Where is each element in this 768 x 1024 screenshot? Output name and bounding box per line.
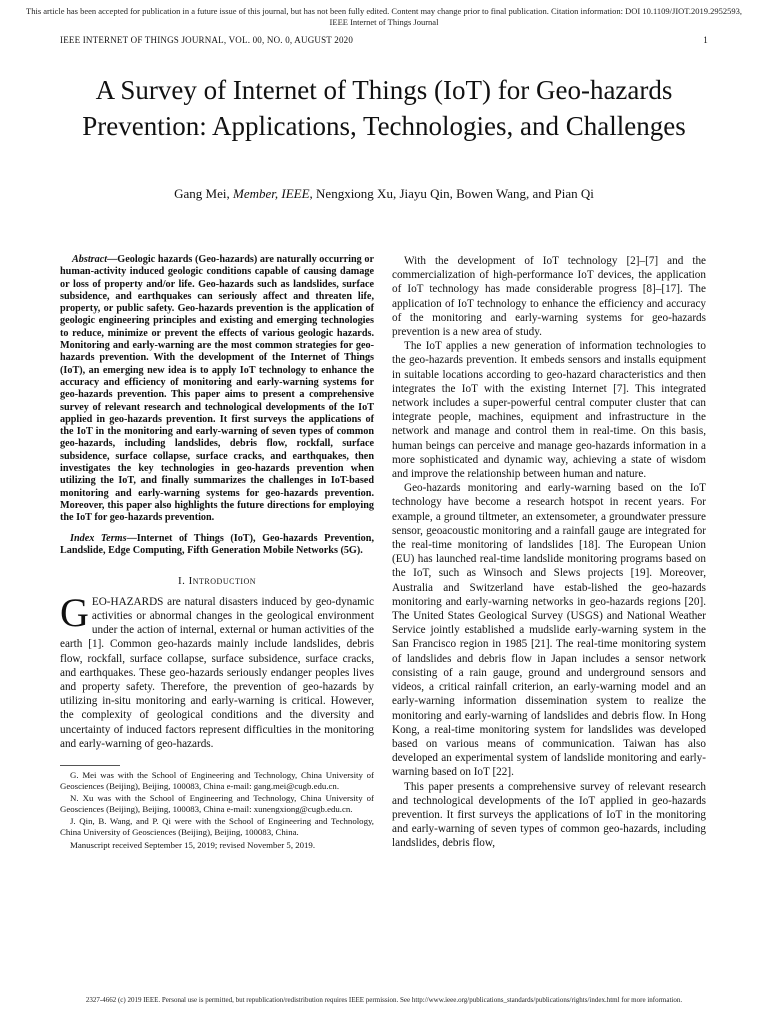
drop-cap: G bbox=[60, 589, 89, 635]
section-title: Introduction bbox=[188, 575, 257, 588]
abstract-text: —Geologic hazards (Geo-hazards) are naturally occurring or human-activity induced geologic conditions capable of causing damage or loss of property and/or life. Geo-hazards such as landslides, surface subsidence, and earthquakes can seriously affect and threaten life, property, or public safety. Geo-hazards prevention is the application of geologic engineering principles and existing and emerging technologies to reduce, minimize or prevent the effects of various geologic hazards. Monitoring and early-warning are the most common strategies for geo-hazards prevention. With the development of the Internet of Things (IoT), an emerging new idea is to apply IoT technology to enhance the accuracy and efficiency of monitoring and early-warning systems for geo-hazards prevention. This paper aims to present a comprehensive survey of relevant research and technological developments of the IoT applied in geo-hazards prevention. It first surveys the applications of the IoT in the monitoring and early-warning of seven types of common geo-hazards, including landslides, debris flow, rockfall, surface subsidence, surface collapse, surface cracks, and earthquakes, then investigates the key technologies in geo-hazards prevention when utilizing the IoT, and finally summarizes the challenges in IoT-based monitoring and early-warning systems for geo-hazards prevention. Moreover, this paper also highlights the future directions for employing the IoT for geo-hazards prevention. bbox=[60, 254, 374, 524]
footnote-rule bbox=[60, 765, 120, 766]
body-paragraph: The IoT applies a new generation of information technologies to the geo-hazards prevention. It embeds sensors and installs equipment in suitable locations according to geo-hazard characteristics and then integrates the IoT with the existing Internet [7]. This integrated network includes a super-powerful central computer cluster that can integrate people, machines, equipment and infrastructure in the network and manage and control them in real-time. On this basis, human beings can perceive and manage geo-hazards information in a more sophisticated and dynamic way, achieving a state of wisdom and improve the relationship between human and nature. bbox=[392, 340, 706, 481]
copyright-footer: 2327-4662 (c) 2019 IEEE. Personal use is permitted, but republication/redistribution requires IEEE permission. See http://www.ieee.org/publications_standards/publications/rights/index.html for more information. bbox=[85, 996, 683, 1004]
author-list bbox=[40, 186, 728, 202]
intro-text: are natural disasters induced by geo-dynamic activities or abnormal changes in the geological environment under the action of internal, external or human activities of the earth [1]. Common geo-hazards mainly include landslides, debris flow, rockfall, surface collapse, surface subsidence, surface cracks, and earthquakes. These geo-hazards seriously endanger peoples lives and property safety. Therefore, the prevention of geo-hazards by utilizing in-situ monitoring and early-warning is critical. However, the complexity of geological conditions and the diversity and uncertainty of induced factors represent difficulties in the monitoring and early-warning of geo-hazards. bbox=[60, 595, 374, 750]
paper-title: A Survey of Internet of Things (IoT) for Geo-hazards Prevention: Applications, Technologies, and Challenges bbox=[82, 75, 686, 141]
section-numeral: I. bbox=[177, 575, 186, 588]
index-terms bbox=[60, 533, 374, 558]
intro-paragraph bbox=[60, 589, 374, 751]
abstract bbox=[60, 254, 374, 525]
running-head bbox=[60, 35, 708, 45]
footnote: G. Mei was with the School of Engineering and Technology, China University of Geosciences (Beijing), Beijing, 100083, China e-mail: gang.mei@cugb.edu.cn. bbox=[60, 769, 374, 791]
body-paragraph: This paper presents a comprehensive survey of relevant research and technological developments of the IoT applied in geo-hazards prevention. It first surveys the applications of IoT in the monitoring and early-warning of seven types of common geo-hazards, including landslides, debris flow, bbox=[392, 780, 706, 850]
right-column bbox=[392, 254, 706, 851]
body-paragraph: Geo-hazards monitoring and early-warning based on the IoT technology have become a research hotspot in recent years. For example, a ground tiltmeter, an extensometer, a groundwater pressure sensor, geoacoustic monitoring and a rainfall gauge are integrated for the real-time monitoring of landslides [18]. The European Union (EU) has launched real-time landslide monitoring programs based on the IoT, such as Winsoch and Slews projects [19]. Moreover, Australia and Switzerland have estab-lished the geo-hazards monitoring and early-warning networks in geo-hazards regions [20]. The United States Geological Survey (USGS) and National Weather Service jointly established a mudslide early-warning system in the San Francisco region in 1985 [21]. The real-time monitoring system of landslides and debris flow in Japan includes a sensor network consisting of a rain gauge, ground and underground sensors and videos, a critical rainfall criterion, an early-warning model and an early-warning information dissemination system to realize the monitoring and early-warning of landslides and debris flow. In Hong Kong, a real-time monitoring system for landslides was developed based on various means of communication. Taiwan has also developed an experimental system of landslide monitoring and early-warning based on IoT [22]. bbox=[392, 482, 706, 779]
left-column bbox=[60, 254, 374, 852]
footnote: J. Qin, B. Wang, and P. Qi were with the School of Engineering and Technology, China University of Geosciences (Beijing), Beijing, 100083, China. bbox=[60, 816, 374, 837]
intro-caps: EO-HAZARDS bbox=[91, 595, 164, 608]
index-terms-text: —Internet of Things (IoT), Geo-hazards Prevention, Landslide, Edge Computing, Fifth Generation Mobile Networks (5G). bbox=[60, 532, 374, 556]
author-membership: Member, IEEE, bbox=[233, 186, 313, 201]
journal-header: IEEE INTERNET OF THINGS JOURNAL, VOL. 00, NO. 0, AUGUST 2020 bbox=[60, 35, 354, 45]
footnote: N. Xu was with the School of Engineering and Technology, China University of Geosciences (Beijing), Beijing, 100083, China e-mail: xunengxiong@cugb.edu.cn. bbox=[60, 793, 374, 814]
accepted-notice: This article has been accepted for publication in a future issue of this journal, but has not been fully edited. Content may change prior to final publication. Citation information: DOI 10.1109/JIOT.2019.2952593, IEEE Internet of Things Journal bbox=[26, 6, 742, 27]
body-paragraph: With the development of IoT technology [2]–[7] and the commercialization of high-performance IoT devices, the application of IoT technology has made considerable progress [8]–[17]. The application of IoT technology to enhance the efficiency and accuracy of the monitoring and early-warning systems for geo-hazards prevention is a new area of study. bbox=[392, 255, 706, 339]
abstract-label: Abstract bbox=[72, 254, 108, 265]
index-terms-label: Index Terms bbox=[70, 532, 127, 544]
page-number: 1 bbox=[703, 35, 708, 45]
section-heading bbox=[60, 575, 374, 589]
first-author: Gang Mei, bbox=[174, 186, 230, 201]
other-authors: Nengxiong Xu, Jiayu Qin, Bowen Wang, and Pian Qi bbox=[316, 186, 594, 201]
footnote: Manuscript received September 15, 2019; revised November 5, 2019. bbox=[70, 839, 316, 850]
